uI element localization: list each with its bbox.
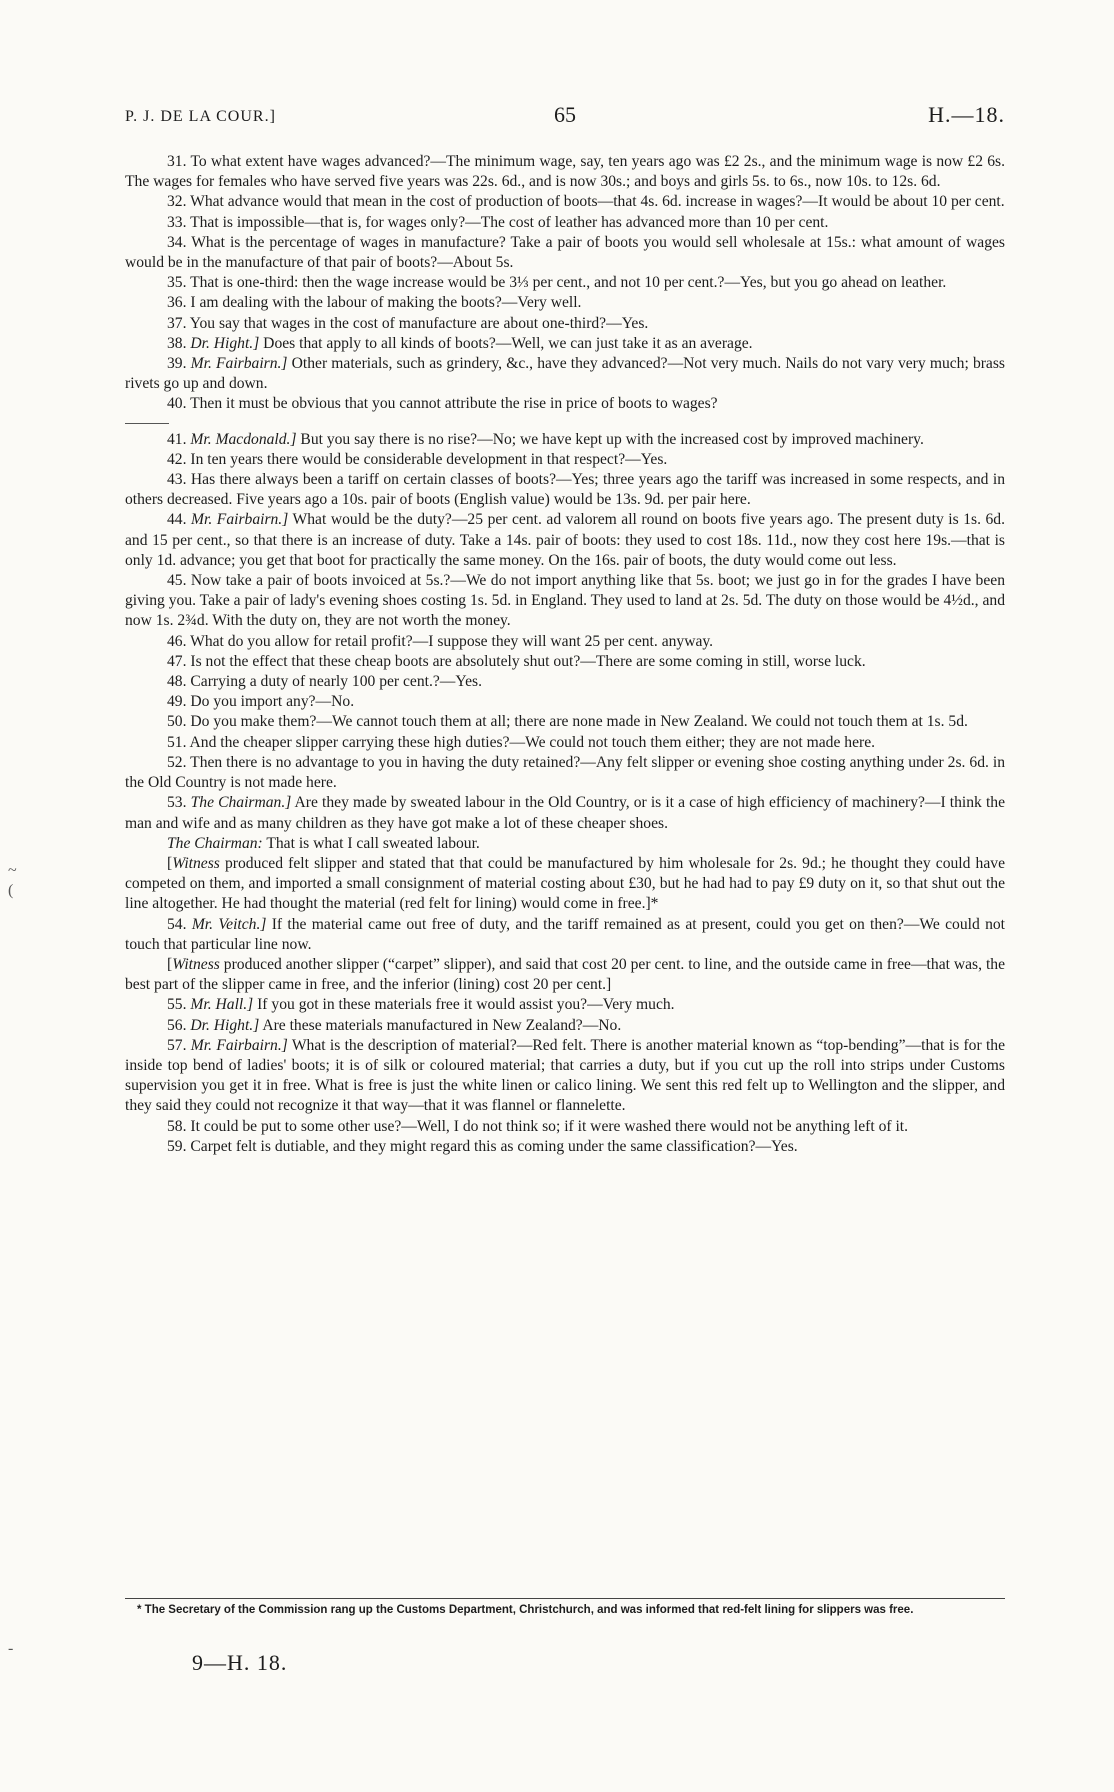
- speaker-name: Mr. Fairbairn.]: [190, 355, 288, 373]
- speaker-name: Mr. Hall.]: [190, 996, 254, 1014]
- question-number: 53.: [167, 794, 191, 812]
- question-number: 41.: [167, 430, 191, 448]
- question-number: 57.: [167, 1036, 191, 1054]
- speaker-name: The Chairman.]: [190, 794, 292, 812]
- paragraph-text: If the material came out free of duty, and the tariff remained as at present, could you get on then?—We could not touch that particular line now.: [125, 915, 1005, 953]
- speaker-name: Mr. Veitch.]: [191, 915, 267, 933]
- paragraph-text: Are these materials manufactured in New Zealand?—No.: [259, 1016, 622, 1034]
- testimony-paragraph: 49. Do you import any?—No.: [167, 693, 355, 711]
- speaker-name: Mr. Fairbairn.]: [190, 1036, 288, 1054]
- testimony-paragraph: 43. Has there always been a tariff on certain classes of boots?—Yes; three years ago the tariff was increased in some respects, and in others decreased. Five years ago a 10s. pair of boots (English value) would be 13s. 9d. per pair here.: [125, 471, 1005, 509]
- testimony-paragraph: 33. That is impossible—that is, for wages only?—The cost of leather has advanced more than 10 per cent.: [167, 213, 829, 231]
- testimony-paragraph: 37. You say that wages in the cost of manufacture are about one-third?—Yes.: [167, 314, 649, 332]
- testimony-paragraph: 36. I am dealing with the labour of making the boots?—Very well.: [167, 294, 582, 312]
- witness-name: P. J. DE LA COUR.]: [125, 108, 276, 125]
- question-number: [: [167, 955, 173, 973]
- testimony-paragraph: [125, 1036, 1005, 1117]
- paragraph-text: produced another slipper (“carpet” slipper), and said that cost 20 per cent. to line, and the outside came in free—that was, the best part of the slipper came in free, and the inferior (lining) cost 20 per cent.]: [125, 955, 1005, 994]
- testimony-paragraph: 40. Then it must be obvious that you cannot attribute the rise in price of boots to wages?: [167, 395, 718, 413]
- testimony-paragraph: 58. It could be put to some other use?—Well, I do not think so; if it were washed there would not be anything left of it.: [167, 1117, 909, 1135]
- question-number: 39.: [167, 355, 191, 373]
- testimony-paragraph: [125, 834, 1005, 854]
- testimony-paragraph: 46. What do you allow for retail profit?—I suppose they will want 25 per cent. anyway.: [167, 632, 714, 650]
- speaker-name: Mr. Macdonald.]: [190, 430, 297, 448]
- testimony-paragraph: [125, 955, 1005, 995]
- paragraph-text: What is the description of material?—Red felt. There is another material known as “top-bending”—that is for the inside top bend of ladies' boots; it is of silk or coloured material; that carries a duty, but if you cut up the roll into strips under Customs supervision you get it in free. What is free is just the white linen or calico lining. We sent this red felt up to Wellington and the slipper, and they said they could not recognize it that way—that it was flannel or flannelette.: [125, 1036, 1006, 1115]
- testimony-paragraph: 45. Now take a pair of boots invoiced at 5s.?—We do not import anything like that 5s. boot; we just go in for the grades I have been giving you. Take a pair of lady's evening shoes costing 1s. 5d. in England. They used to land at 2s. 5d. The duty on those would be 4½d., and now 1s. 2¾d. With the duty on, they are not worth the money.: [125, 572, 1005, 630]
- question-number: 55.: [167, 996, 191, 1014]
- question-number: 56.: [167, 1016, 191, 1034]
- speaker-name: Witness: [172, 854, 220, 872]
- testimony-paragraph: 47. Is not the effect that these cheap boots are absolutely shut out?—There are some coming in still, worse luck.: [167, 652, 866, 670]
- testimony-paragraph: [125, 915, 1005, 955]
- question-number: [: [167, 854, 173, 872]
- speaker-name: Dr. Hight.]: [190, 334, 260, 352]
- testimony-paragraph: 48. Carrying a duty of nearly 100 per cent.?—Yes.: [167, 673, 482, 691]
- testimony-paragraph: 32. What advance would that mean in the cost of production of boots—that 4s. 6d. increase in wages?—It would be about 10 per cent.: [167, 193, 1005, 211]
- paragraph-text: produced felt slipper and stated that that could be manufactured by him wholesale for 2s. 9d.; he thought they could have competed on them, and imported a small consignment of material costing about £30, but he had had to pay £9 duty on it, so that shut out the line altogether. He had thought the material (red felt for lining) would come in free.]*: [125, 854, 1005, 913]
- testimony-paragraph: 34. What is the percentage of wages in manufacture? Take a pair of boots you would sell wholesale at 15s.: what amount of wages would be in the manufacture of that pair of boots?—About 5s.: [125, 233, 1005, 272]
- question-number: 38.: [167, 334, 191, 352]
- paragraph-text: Other materials, such as grindery, &c., have they advanced?—Not very much. Nails do not vary very much; brass rivets go up and down.: [125, 355, 1005, 393]
- testimony-paragraph: 35. That is one-third: then the wage increase would be 3⅓ per cent., and not 10 per cent.?—Yes, but you go ahead on leather.: [167, 274, 947, 292]
- testimony-paragraph: [125, 354, 1005, 394]
- paragraph-text: What would be the duty?—25 per cent. ad valorem all round on boots five years ago. The present duty is 1s. 6d. and 15 per cent., so that there is an increase of duty. Take a 14s. pair of boots: they used to cost 18s. 11d., now they cost here 19s.—that is only 1d. advance; you get that boot for practically the same money. On the 16s. pair of boots, the duty would come out less.: [125, 511, 1005, 569]
- paragraph-text: If you got in these materials free it would assist you?—Very much.: [253, 996, 675, 1014]
- section-rule: [125, 423, 169, 424]
- page-header: [125, 102, 1005, 132]
- testimony-paragraph: [125, 995, 1005, 1015]
- testimony-paragraph: [125, 430, 1005, 450]
- document-reference: H.—18.: [928, 102, 1005, 127]
- question-number: 44.: [167, 511, 192, 529]
- footnote-text: * The Secretary of the Commission rang up the Customs Department, Christchurch, and was informed that red-felt lining for slippers was free.: [137, 1604, 914, 1616]
- question-number: 54.: [167, 915, 192, 933]
- testimony-paragraph: 59. Carpet felt is dutiable, and they might regard this as coming under the same classification?—Yes.: [167, 1137, 798, 1155]
- speaker-name: Dr. Hight.]: [190, 1016, 260, 1034]
- signature-mark: 9—H. 18.: [192, 1650, 288, 1675]
- testimony-paragraph: 52. Then there is no advantage to you in having the duty retained?—Any felt slipper or evening shoe costing anything under 2s. 6d. in the Old Country is not made here.: [125, 753, 1005, 792]
- margin-mark: ~: [8, 862, 17, 879]
- testimony-paragraph: [125, 1016, 1005, 1036]
- paragraph-text: But you say there is no rise?—No; we have kept up with the increased cost by improved machinery.: [296, 430, 924, 448]
- footnote: [125, 1598, 1005, 1618]
- testimony-paragraph: [125, 510, 1005, 571]
- speaker-name: Witness: [172, 955, 220, 973]
- testimony-paragraph: 42. In ten years there would be considerable development in that respect?—Yes.: [167, 450, 668, 468]
- page-number: 65: [554, 102, 576, 127]
- margin-mark: -: [8, 1640, 14, 1657]
- speaker-name: Mr. Fairbairn.]: [191, 511, 289, 529]
- paragraph-text: That is what I call sweated labour.: [262, 834, 480, 852]
- testimony-paragraph: 31. To what extent have wages advanced?—The minimum wage, say, ten years ago was £2 2s., and the minimum wage is now £2 6s. The wages for females who have served five years was 22s. 6d., and is now 30s.; and boys and girls 5s. to 6s., now 10s. to 12s. 6d.: [125, 153, 1005, 191]
- testimony-paragraph: 51. And the cheaper slipper carrying these high duties?—We could not touch them either; they are not made here.: [167, 733, 876, 751]
- testimony-paragraph: [125, 854, 1005, 915]
- testimony-paragraph: [125, 793, 1005, 833]
- paragraph-text: Does that apply to all kinds of boots?—Well, we can just take it as an average.: [259, 334, 753, 352]
- testimony-paragraph: 50. Do you make them?—We cannot touch them at all; there are none made in New Zealand. We could not touch them at 1s. 5d.: [167, 713, 968, 731]
- testimony-body: [125, 152, 1005, 1157]
- speaker-name: The Chairman:: [167, 834, 263, 852]
- margin-mark: (: [8, 882, 14, 899]
- paragraph-text: Are they made by sweated labour in the Old Country, or is it a case of high efficiency of machinery?—I think the man and wife and as many children as they have got make a lot of these cheaper shoes.: [125, 794, 1005, 832]
- testimony-paragraph: [125, 334, 1005, 354]
